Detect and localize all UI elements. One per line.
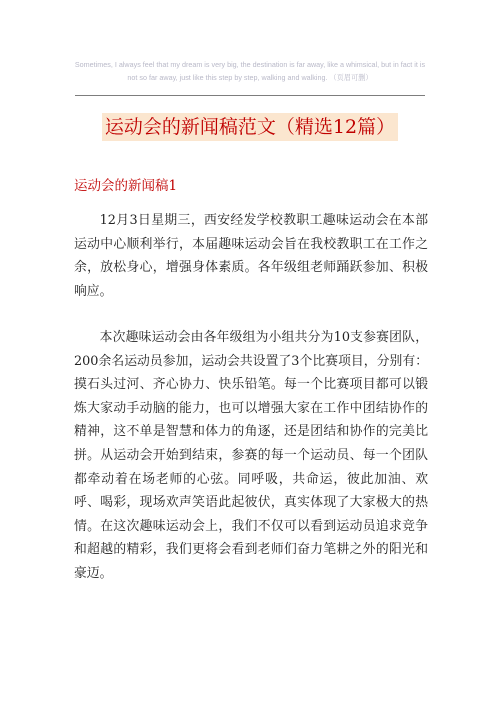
- document-title: 运动会的新闻稿范文（精选12篇）: [102, 113, 398, 141]
- paragraph-2: 本次趣味运动会由各年级组为小组共分为10支参赛团队，200余名运动员参加，运动会共设置了3个比赛项目，分别有：摸石头过河、齐心协力、快乐铅笔。每一个比赛项目都可以锻炼大家动手动脑的能力，也可以增强大家在工作中团结协作的精神，这不单是智慧和体力的角逐，还是团结和协作的完美比拼。从运动会开始到结束，参赛的每一个运动员、每一个团队都牵动着在场老师的心弦。同呼吸，共命运，彼此加油、欢呼、喝彩，现场欢声笑语此起彼伏，真实体现了大家极大的热情。在这次趣味运动会上，我们不仅可以看到运动员追求竞争和超越的精彩，我们更将会看到老师们奋力笔耕之外的阳光和豪迈。: [74, 330, 428, 581]
- page-header-note: [40, 58, 460, 84]
- paragraph-1: 12月3日星期三，西安经发学校教职工趣味运动会在本部运动中心顺利举行，本届趣味运动会旨在我校教职工在工作之余，放松身心，增强身体素质。各年级组老师踊跃参加、积极响应。: [74, 213, 428, 299]
- header-note-line-1: Sometimes, I always feel that my dream is very big, the destination is far away, like a whimsical, but in fact it is: [74, 60, 426, 69]
- title-container: [0, 113, 500, 141]
- section-heading: 运动会的新闻稿1: [74, 178, 178, 194]
- header-note-line-2: not so far away, just like this step by step, walking and walking. （页眉可删）: [127, 73, 373, 82]
- header-divider: [75, 95, 425, 96]
